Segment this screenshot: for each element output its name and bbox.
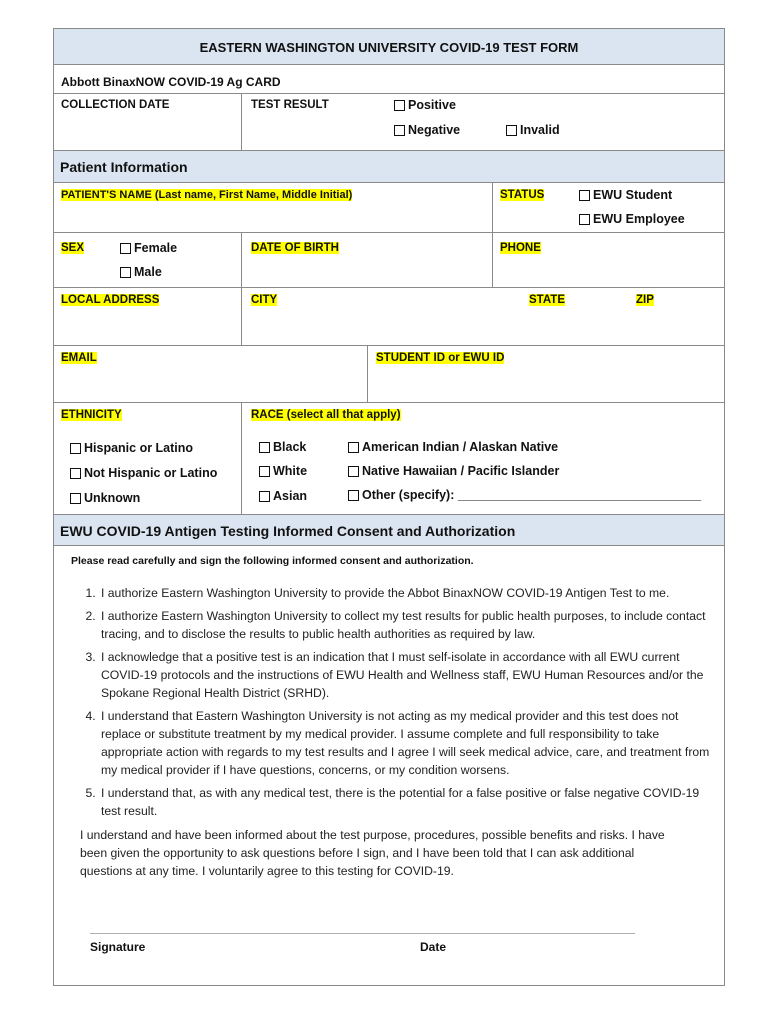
female-checkbox[interactable] (120, 241, 177, 255)
checkbox-icon (259, 442, 270, 453)
checkbox-icon (348, 490, 359, 501)
native-hawaiian-checkbox[interactable] (348, 464, 559, 478)
covid-test-form (53, 28, 725, 986)
card-name: Abbott BinaxNOW COVID-19 Ag CARD (61, 75, 281, 89)
status-label: STATUS (500, 189, 545, 201)
male-checkbox[interactable] (120, 265, 162, 279)
consent-item: 4. I understand that Eastern Washington University is not acting as my medical provider and this test does not replace or substitute treatment by my medical provider. I assume complete and full responsibility to take appropriate action with regards to my test results and I agree I will seek medical advice, care, and treatment from my medical provider if I have questions, concerns, or my condition worsens. (99, 707, 714, 779)
ewu-employee-label: EWU Employee (593, 212, 685, 226)
sex-label: SEX (61, 242, 85, 254)
invalid-checkbox[interactable] (506, 123, 560, 137)
checkbox-icon (120, 243, 131, 254)
phone-label: PHONE (500, 242, 541, 254)
negative-label: Negative (408, 123, 461, 137)
asian-checkbox[interactable] (259, 489, 307, 503)
date-label: Date (420, 940, 447, 954)
form-title-bar (54, 29, 724, 65)
consent-intro: Please read carefully and sign the following informed consent and authorization. (71, 555, 474, 567)
white-checkbox[interactable] (259, 464, 307, 478)
signature-line[interactable] (90, 933, 635, 934)
consent-header (54, 514, 724, 546)
hispanic-checkbox[interactable] (70, 441, 193, 455)
consent-item: 1. I authorize Eastern Washington University to provide the Abbot BinaxNOW COVID-19 Antigen Test to me. (99, 584, 714, 602)
checkbox-icon (70, 443, 81, 454)
ethnicity-label: ETHNICITY (61, 409, 122, 421)
checkbox-icon (348, 442, 359, 453)
consent-list (79, 584, 714, 825)
female-label: Female (134, 241, 178, 255)
city-label: CITY (251, 294, 278, 306)
unknown-label: Unknown (84, 491, 141, 505)
male-label: Male (134, 265, 162, 279)
ewu-student-checkbox[interactable] (579, 188, 672, 202)
zip-label: ZIP (636, 294, 654, 306)
native-hawaiian-label: Native Hawaiian / Pacific Islander (362, 464, 560, 478)
hispanic-label: Hispanic or Latino (84, 441, 194, 455)
consent-item: 5. I understand that, as with any medical test, there is the potential for a false positive or false negative COVID-19 test result. (99, 784, 714, 820)
consent-closing: I understand and have been informed about the test purpose, procedures, possible benefits and risks. I have been given the opportunity to ask questions before I sign, and I have been told that I can ask additional questions at any time. I voluntarily agree to this testing for COVID-19. (80, 828, 665, 878)
not-hispanic-label: Not Hispanic or Latino (84, 466, 218, 480)
checkbox-icon (394, 125, 405, 136)
consent-item: 2. I authorize Eastern Washington University to collect my test results for public health purposes, to include contact tracing, and to disclose the results to public health authorities as required by law. (99, 607, 714, 643)
test-result-label: TEST RESULT (251, 99, 329, 111)
not-hispanic-checkbox[interactable] (70, 466, 217, 480)
black-checkbox[interactable] (259, 440, 306, 454)
form-title: EASTERN WASHINGTON UNIVERSITY COVID-19 TEST FORM (199, 40, 579, 55)
email-label: EMAIL (61, 352, 97, 364)
positive-label: Positive (408, 98, 456, 112)
signature-label: Signature (90, 940, 146, 954)
positive-checkbox[interactable] (394, 98, 456, 112)
collection-date-label: COLLECTION DATE (61, 99, 170, 111)
asian-label: Asian (273, 489, 308, 503)
unknown-checkbox[interactable] (70, 491, 140, 505)
student-id-label: STUDENT ID or EWU ID (376, 352, 505, 364)
race-label: RACE (select all that apply) (251, 409, 401, 421)
checkbox-icon (394, 100, 405, 111)
consent-title: EWU COVID-19 Antigen Testing Informed Consent and Authorization (60, 523, 516, 539)
invalid-label: Invalid (520, 123, 560, 137)
checkbox-icon (348, 466, 359, 477)
white-label: White (273, 464, 308, 478)
patient-name-label: PATIENT'S NAME (Last name, First Name, Middle Initial) (61, 189, 353, 201)
patient-info-header (54, 150, 724, 183)
checkbox-icon (579, 214, 590, 225)
checkbox-icon (506, 125, 517, 136)
local-address-label: LOCAL ADDRESS (61, 294, 160, 306)
american-indian-label: American Indian / Alaskan Native (362, 440, 559, 454)
other-race-label: Other (specify): ___________________________________ (362, 488, 702, 502)
checkbox-icon (259, 466, 270, 477)
ewu-employee-checkbox[interactable] (579, 212, 685, 226)
consent-item: 3. I acknowledge that a positive test is an indication that I must self-isolate in accordance with all EWU current COVID-19 protocols and the instructions of EWU Health and Wellness staff, EWU Human Resources and/or the Spokane Regional Health District (SRHD). (99, 648, 714, 702)
ewu-student-label: EWU Student (593, 188, 673, 202)
checkbox-icon (259, 491, 270, 502)
patient-info-title: Patient Information (60, 159, 188, 175)
checkbox-icon (579, 190, 590, 201)
black-label: Black (273, 440, 307, 454)
negative-checkbox[interactable] (394, 123, 460, 137)
checkbox-icon (70, 493, 81, 504)
checkbox-icon (70, 468, 81, 479)
checkbox-icon (120, 267, 131, 278)
american-indian-checkbox[interactable] (348, 440, 558, 454)
other-race-checkbox[interactable] (348, 488, 701, 502)
dob-label: DATE OF BIRTH (251, 242, 339, 254)
state-label: STATE (529, 294, 565, 306)
